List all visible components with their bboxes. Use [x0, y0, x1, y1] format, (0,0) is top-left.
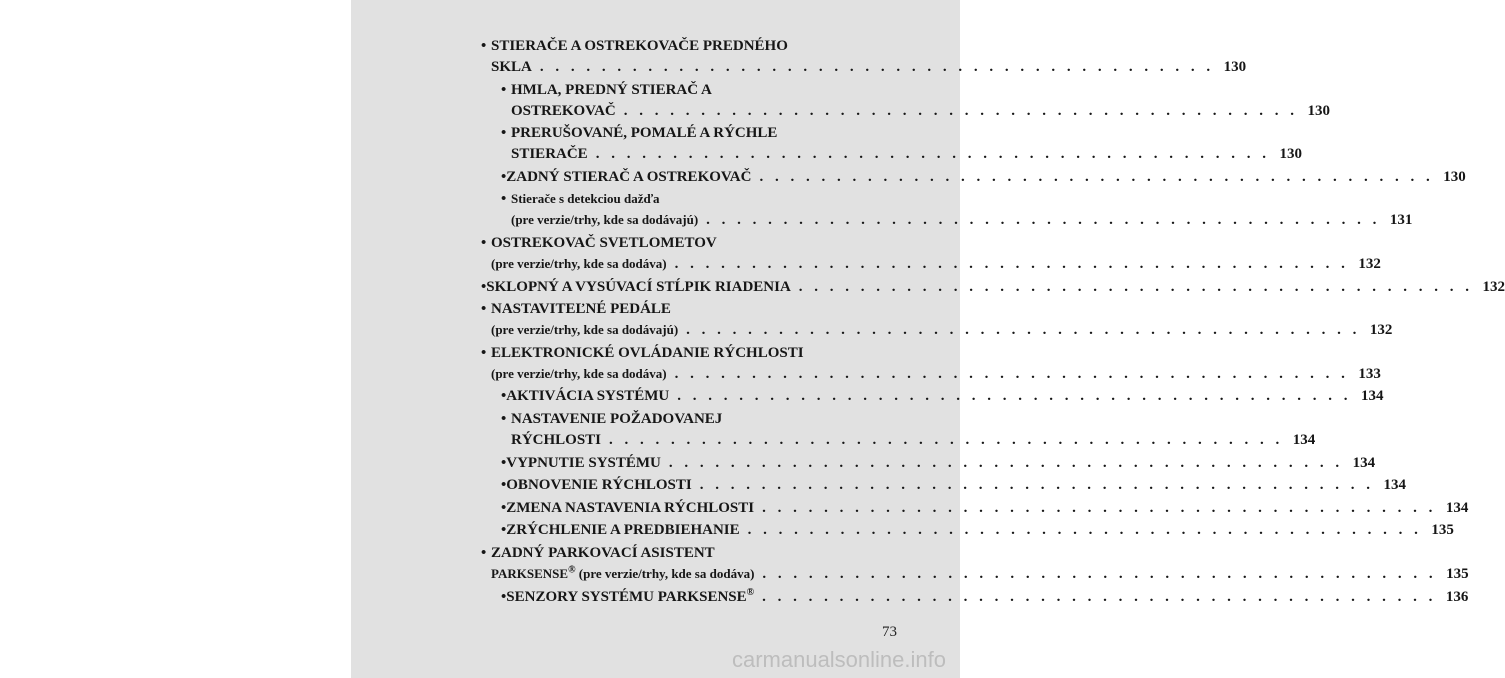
toc-entry-title: ZADNÝ PARKOVACÍ ASISTENT: [491, 545, 715, 561]
dot-leader: . . . . . . . . . . . . . . . . . . . . . . . . . . . . . . . . . . . . . . . . . . . .: [668, 454, 1344, 471]
toc-entry-title: STIERAČE: [511, 146, 588, 163]
bullet-icon: •: [501, 191, 507, 208]
toc-page-number: 131: [1389, 212, 1413, 229]
dot-leader: . . . . . . . . . . . . . . . . . . . . . . . . . . . . . . . . . . . . . . . . . . . .: [677, 388, 1352, 405]
toc-entry-title: (pre verzie/trhy, kde sa dodávajú): [511, 212, 699, 228]
toc-entry-title: PRERUŠOVANÉ, POMALÉ A RÝCHLE: [511, 125, 778, 142]
toc-entry-title: (pre verzie/trhy, kde sa dodáva): [491, 365, 667, 381]
watermark: carmanualsonline.info: [731, 647, 946, 672]
toc-entry-title: ZMENA NASTAVENIA RÝCHLOSTI: [506, 499, 755, 516]
dot-leader: . . . . . . . . . . . . . . . . . . . . . . . . . . . . . . . . . . . . . . . . . . . .: [595, 146, 1270, 163]
toc-page-number: 135: [1431, 522, 1454, 539]
dot-leader: . . . . . . . . . . . . . . . . . . . . . . . . . . . . . . . . . . . . . . . . . . . .: [762, 588, 1437, 605]
page-number: 73: [882, 624, 897, 640]
toc-entry-title: PARKSENSE® (pre verzie/trhy, kde sa dodáva): [491, 564, 755, 581]
dot-leader: . . . . . . . . . . . . . . . . . . . . . . . . . . . . . . . . . . . . . . . . . . . .: [609, 432, 1284, 448]
bullet-icon: •: [501, 477, 507, 494]
bullet-icon: •: [501, 125, 507, 142]
toc-entry-title: RÝCHLOSTI: [511, 432, 602, 448]
toc-page-number: 134: [1445, 499, 1469, 516]
manual-page: [351, 0, 1505, 678]
toc-page-number: 134: [1383, 477, 1406, 494]
toc-page-number: 132: [1369, 322, 1393, 339]
dot-leader: . . . . . . . . . . . . . . . . . . . . . . . . . . . . . . . . . . . . . . . . . . . .: [699, 477, 1374, 494]
toc-entry-title: HMLA, PREDNÝ STIERAČ A: [511, 81, 712, 98]
dot-leader: . . . . . . . . . . . . . . . . . . . . . . . . . . . . . . . . . . . . . . . . . . . .: [762, 566, 1437, 582]
toc-page-number: 132: [1358, 256, 1381, 272]
toc-entry-title: SKLA: [491, 59, 532, 75]
dot-leader: . . . . . . . . . . . . . . . . . . . . . . . . . . . . . . . . . . . . . . . . . . . .: [674, 256, 1349, 272]
dot-leader: . . . . . . . . . . . . . . . . . . . . . . . . . . . . . . . . . . . . . . . . . . . .: [759, 168, 1434, 185]
toc-entry-title: (pre verzie/trhy, kde sa dodávajú): [491, 322, 679, 338]
toc-page-number: 134: [1352, 454, 1376, 471]
toc-page-number: 130: [1443, 168, 1466, 185]
toc-page-number: 130: [1223, 59, 1247, 75]
bullet-icon: •: [501, 411, 507, 427]
toc-page-number: 134: [1292, 432, 1316, 448]
bullet-icon: •: [501, 168, 507, 185]
dot-leader: . . . . . . . . . . . . . . . . . . . . . . . . . . . . . . . . . . . . . . . . . . . .: [747, 522, 1422, 539]
toc-entry-title: Stierače s detekciou dažďa: [511, 191, 660, 207]
bullet-icon: •: [501, 388, 507, 405]
bullet-icon: •: [481, 38, 487, 54]
dot-leader: . . . . . . . . . . . . . . . . . . . . . . . . . . . . . . . . . . . . . . . . . . . .: [762, 499, 1437, 516]
bullet-icon: •: [481, 545, 487, 561]
bullet-icon: •: [501, 522, 507, 539]
toc-entry-title: VYPNUTIE SYSTÉMU: [506, 454, 661, 471]
toc-page-number: 132: [1482, 278, 1505, 295]
toc-page-number: 130: [1307, 102, 1331, 119]
toc-page-number: 133: [1358, 365, 1381, 382]
bullet-icon: •: [501, 499, 507, 516]
dot-leader: . . . . . . . . . . . . . . . . . . . . . . . . . . . . . . . . . . . . . . . . . . . .: [674, 365, 1349, 382]
toc-page-number: 136: [1445, 588, 1469, 605]
dot-leader: . . . . . . . . . . . . . . . . . . . . . . . . . . . . . . . . . . . . . . . . . . . .: [539, 59, 1215, 75]
toc-entry-title: OSTREKOVAČ: [511, 102, 616, 119]
toc-entry-title: SKLOPNÝ A VYSÚVACÍ STĹPIK RIADENIA: [486, 278, 791, 295]
toc-entry-title: ELEKTRONICKÉ OVLÁDANIE RÝCHLOSTI: [491, 344, 804, 361]
toc-entry-title: NASTAVENIE POŽADOVANEJ: [511, 411, 723, 427]
bullet-icon: •: [501, 588, 507, 605]
toc-entry-title: OBNOVENIE RÝCHLOSTI: [506, 477, 692, 494]
bullet-icon: •: [481, 278, 487, 295]
toc-entry-title: ZADNÝ STIERAČ A OSTREKOVAČ: [506, 168, 752, 185]
dot-leader: . . . . . . . . . . . . . . . . . . . . . . . . . . . . . . . . . . . . . . . . . . . .: [798, 278, 1474, 295]
dot-leader: . . . . . . . . . . . . . . . . . . . . . . . . . . . . . . . . . . . . . . . . . . . .: [686, 322, 1361, 339]
dot-leader: . . . . . . . . . . . . . . . . . . . . . . . . . . . . . . . . . . . . . . . . . . . .: [706, 212, 1381, 229]
bullet-icon: •: [481, 344, 487, 361]
toc-entry-title: SENZORY SYSTÉMU PARKSENSE®: [506, 586, 755, 605]
toc-entry-title: STIERAČE A OSTREKOVAČE PREDNÉHO: [491, 38, 788, 54]
toc-entry-title: ZRÝCHLENIE A PREDBIEHANIE: [506, 522, 740, 539]
toc-entry-title: (pre verzie/trhy, kde sa dodáva): [491, 256, 667, 271]
bullet-icon: •: [481, 235, 487, 251]
bullet-icon: •: [501, 454, 507, 471]
toc-entry-title: NASTAVITEĽNÉ PEDÁLE: [491, 301, 671, 318]
dot-leader: . . . . . . . . . . . . . . . . . . . . . . . . . . . . . . . . . . . . . . . . . . . .: [623, 102, 1299, 119]
bullet-icon: •: [481, 301, 487, 318]
toc-page-number: 134: [1360, 388, 1384, 405]
toc-page-number: 130: [1279, 146, 1302, 163]
toc-page-number: 135: [1446, 566, 1469, 582]
toc-entry-title: AKTIVÁCIA SYSTÉMU: [506, 388, 670, 405]
bullet-icon: •: [501, 81, 507, 98]
toc-entry-title: OSTREKOVAČ SVETLOMETOV: [491, 235, 717, 251]
